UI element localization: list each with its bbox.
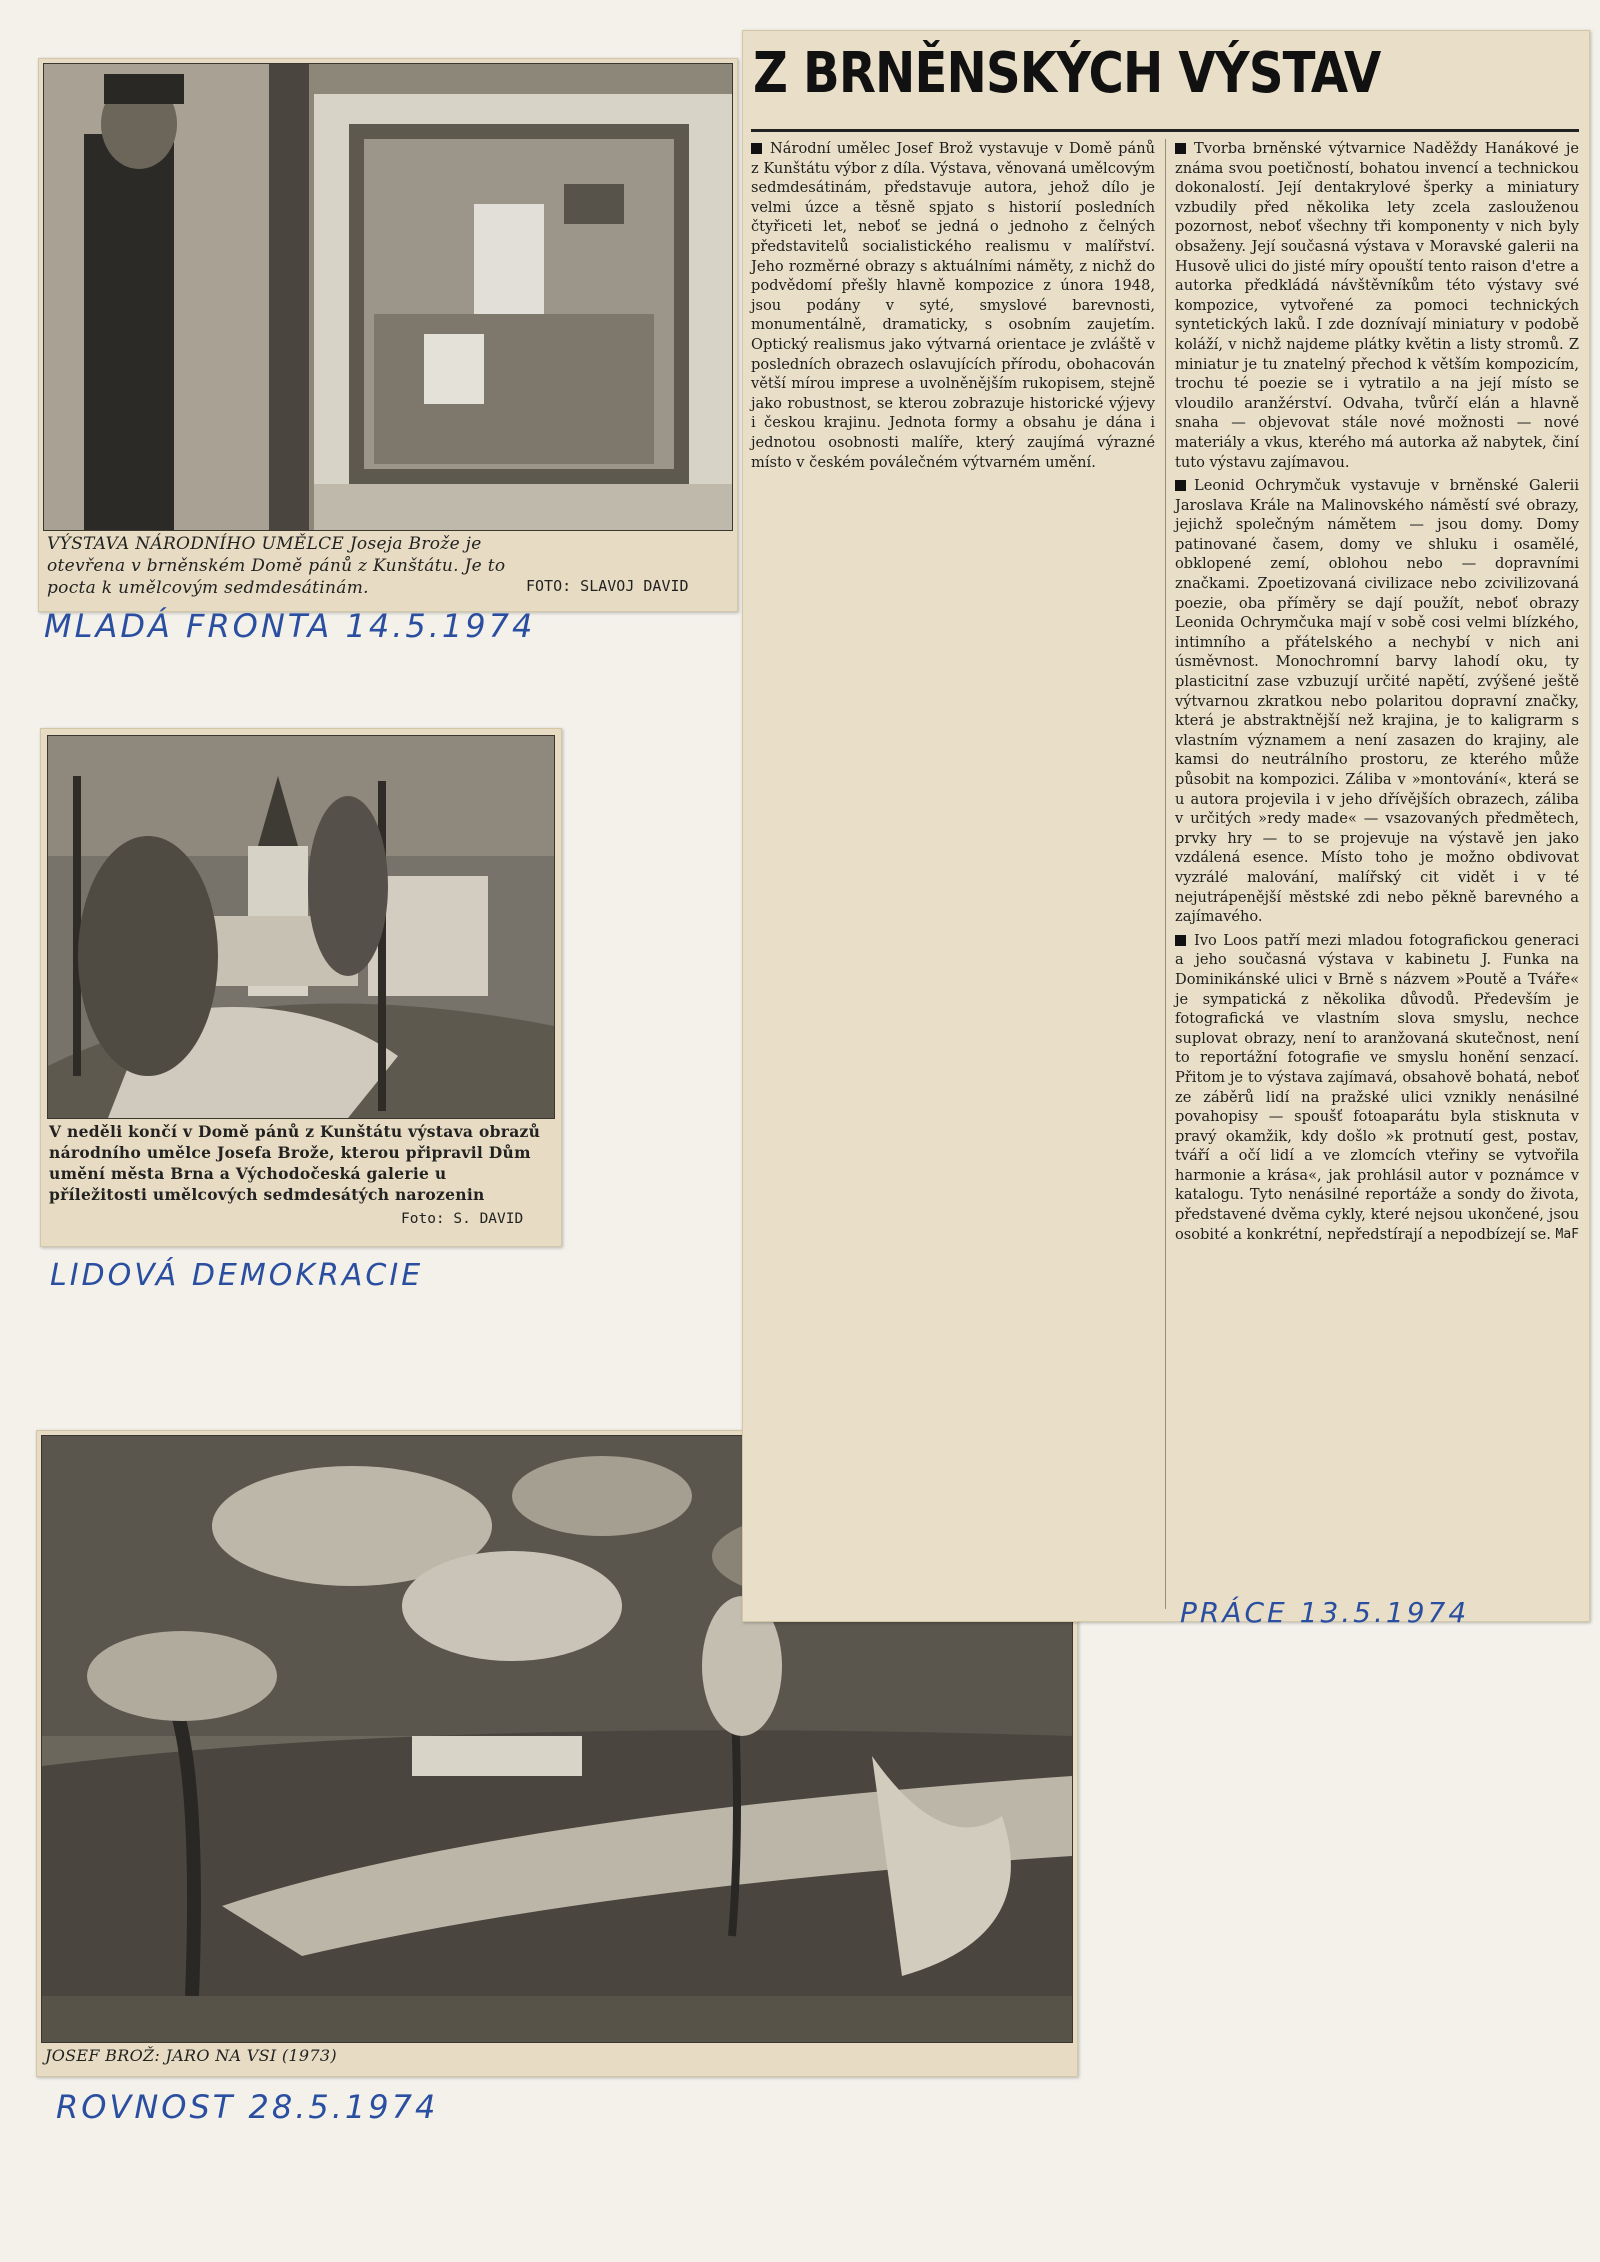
paragraph-broz xyxy=(751,139,1155,472)
handwritten-source-mlada-fronta: MLADÁ FRONTA 14.5.1974 xyxy=(44,607,536,645)
handwritten-source-rovnost: ROVNOST 28.5.1974 xyxy=(56,2088,439,2126)
bullet-square-icon xyxy=(1175,480,1186,491)
clipping-mlada-fronta xyxy=(38,58,738,612)
photo-credit: FOTO: SLAVOJ DAVID xyxy=(526,577,689,595)
column-rule xyxy=(1165,139,1166,1609)
handwritten-source-lidova-demokracie: LIDOVÁ DEMOKRACIE xyxy=(50,1258,424,1293)
paragraph-ochrymcuk-text: Leonid Ochrymčuk vystavuje v brněnské Galerii Jaroslava Krále na Malinovského náměstí své obrazy, jejichž společným námětem — jsou domy. Domy patinované časem, domy ve shluku i osamělé, obklopené zemí, oblohou nebo — dopravními značkami. Zpoetizovaná civilizace nebo zcivilizovaná poezie, oba příměry se dají použít, neboť obrazy Leonida Ochrymčuka mají v sobě cosi velmi blízkého, intimního a přátelského a nechybí v nich ani úsměvnost. Monochromní barvy lahodí oku, ty plasticitní zase vzbuzují určité napětí, zvýšené ještě výtvarnou zkratkou nebo polaritou dopravní značky, která je abstraktnější než krajina, je to kaligrarm s vlastním významem a není zasazen do krajiny, ale kamsi do neutrálního prostoru, ze kterého může působit na kompozici. Záliba v »montování«, která se u autora projevila i v jeho dřívějších obrazech, záliba v určitých »redy made« — vsazovaných předmětech, prvky hry — to se projevuje na výstavě jen jako vzdálená esence. Místo toho je možno obdivovat vyzrálé malování, malířský cit vidět i v té nejutrápenější městské zdi nebo pěkně barevného a zajímavého. xyxy=(1175,477,1579,926)
bullet-square-icon xyxy=(1175,143,1186,154)
paragraph-hanakova xyxy=(1175,139,1579,472)
headline-rule xyxy=(751,129,1579,132)
article-headline: Z BRNĚNSKÝCH VÝSTAV xyxy=(753,41,1381,106)
painting-caption: JOSEF BROŽ: JARO NA VSI (1973) xyxy=(45,2046,337,2065)
paragraph-loos-text: Ivo Loos patří mezi mladou fotografickou generaci a jeho současná výstava v kabinetu J. Funka na Dominikánské ulici v Brně s názvem »Poutě a Tváře« je sympatická z několika důvodů. Především je fotografická ve vlastním slova smyslu, nechce suplovat obrazy, není to aranžovaná skutečnost, není to reportážní fotografie ve smyslu honění senzací. Přitom je to výstava zajímavá, obsahově bohatá, neboť ze záběrů lidí na pražské ulici vznikly nenásilné povahopisy — spoušť fotoaparátu byla stisknuta v pravý okamžik, kdy došlo »k protnutí gest, postav, tváří a očí lidí a ve zlomcích vteřiny se vytvořila harmonie a krása«, jak prohlásil autor v poznámce v katalogu. Tyto nenásilné reportáže a sondy do života, představené dvěma cykly, které nejsou ukončené, jsou osobité a konkrétní, nepředstírají a nepodbízejí se. xyxy=(1175,931,1579,1243)
photo-caption: VÝSTAVA NÁRODNÍHO UMĚLCE Joseja Brože je otevřena v brněnském Domě pánů z Kunštátu. Je to pocta k umělcovým sedmdesátinám. xyxy=(47,534,506,598)
paragraph-broz-text: Národní umělec Josef Brož vystavuje v Domě pánů z Kunštátu výbor z díla. Výstava, věnovaná umělcovým sedmdesátinám, představuje autora, jehož dílo je velmi úzce a těsně spjato s historií posledních čtyřiceti let, neboť se jedná o jednoho z čelných představitelů socialistického realismu v malířství. Jeho rozměrné obrazy s aktuálními náměty, z nichž do podvědomí přešly hlavně kompozice z února 1948, jsou podány v syté, smyslové barevnosti, monumentálně, dramaticky, s osobním zaujetím. Optický realismus jako výtvarná orientace je zvláště v posledních obrazech oslavujících přírodu, obohacován větší mírou imprese a uvolněnějším rukopisem, stejně jako robustnost, se kterou zobrazuje historické výjevy i českou krajinu. Jednota formy a obsahu je dána i jednotou osobnosti malíře, který zaujímá výrazné místo v českém poválečném výtvarném umění. xyxy=(751,140,1155,471)
exhibition-photo xyxy=(43,63,733,531)
bullet-square-icon xyxy=(751,143,762,154)
photo-caption-2: V neděli končí v Domě pánů z Kunštátu výstava obrazů národního umělce Josefa Brože, kterou připravil Dům umění města Brna a Východočeská galerie u příležitosti umělcových sedmdesátých narozenin xyxy=(49,1122,541,1204)
author-signature: MaF xyxy=(1555,1226,1579,1242)
paragraph-ochrymcuk xyxy=(1175,476,1579,927)
article-z-brnenskych-vystav xyxy=(742,30,1590,1622)
handwritten-source-prace: PRÁCE 13.5.1974 xyxy=(1180,1596,1470,1629)
clipping-lidova-demokracie xyxy=(40,728,562,1247)
article-column-2 xyxy=(1175,139,1579,1248)
article-column-1 xyxy=(751,139,1155,476)
bullet-square-icon xyxy=(1175,935,1186,946)
photo-credit-2: Foto: S. DAVID xyxy=(401,1211,524,1227)
paragraph-loos xyxy=(1175,931,1579,1245)
exhibition-photo-image xyxy=(44,64,732,530)
paragraph-hanakova-text: Tvorba brněnské výtvarnice Naděždy Hanákové je známa svou poetičností, bohatou invencí a technickou dokonalostí. Její dentakrylové šperky a miniatury vzbudily před několika lety zcela zaslouženou pozornost, neboť všechny tři komponenty v nich byly obsaženy. Její současná výstava v Moravské galerii na Husově ulici do jisté míry opouští tento raison d'etre a autorka předkládá návštěvníkům této výstavy své kompozice, vytvořené za pomoci technických syntetických laků. I zde doznívají miniatury v podobě koláží, v nichž najdeme plátky květin a listy stromů. Z miniatur je tu znatelný přechod k větším kompozicím, trochu té poezie se i vytratilo a na její místo se vloudilo aranžérství. Odvaha, tvůrčí elán a hlavně snaha — objevovat stále nové možnosti — nové materiály a vkus, kterého má autorka až nabytek, činí tuto výstavu zajímavou. xyxy=(1175,140,1579,471)
church-painting-image xyxy=(48,736,554,1118)
church-painting-photo xyxy=(47,735,555,1119)
